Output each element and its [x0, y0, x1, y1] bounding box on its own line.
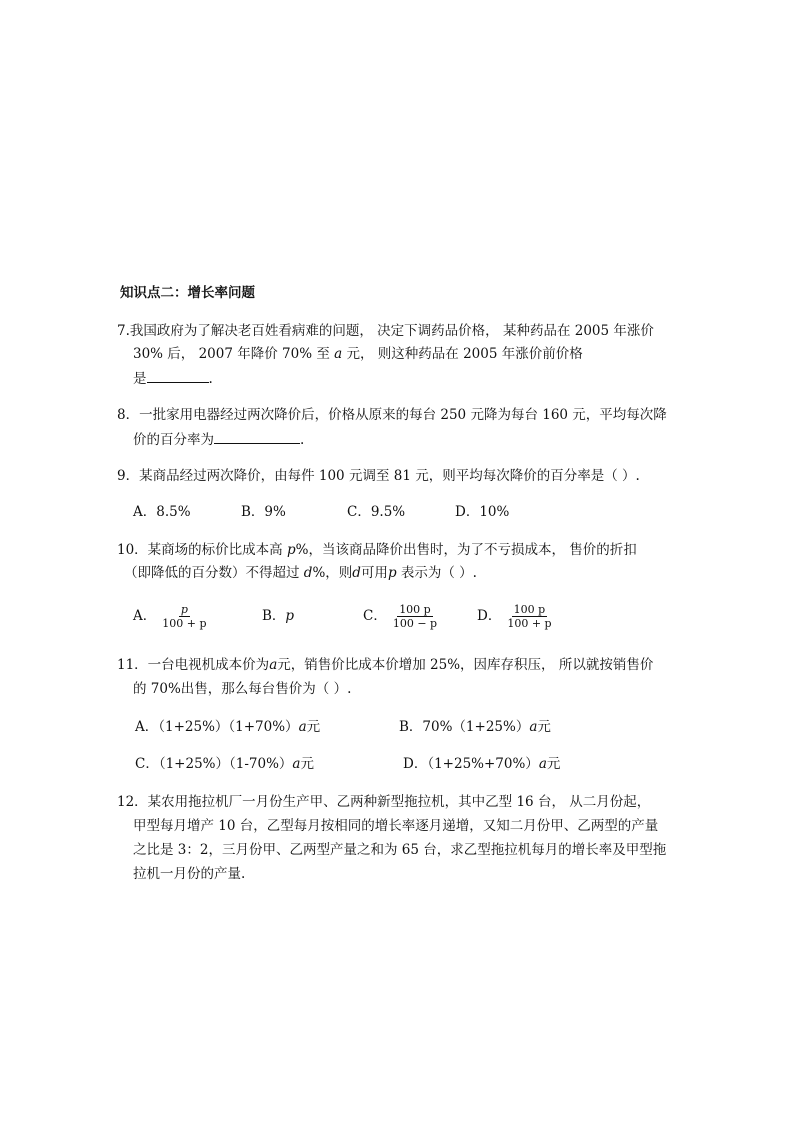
q10-line2-text-d: 表示为（ ）.: [400, 565, 477, 581]
q12-line3: 之比是 3：2，三月份甲、乙两型产量之和为 65 台，求乙型拖拉机每月的增长率及甲型拖: [133, 842, 667, 858]
q10-option-d-label: D．: [477, 608, 502, 624]
q9-option-d[interactable]: D．10%: [455, 504, 510, 520]
q11-line2: 的 70%出售，那么每台售价为（ ）.: [133, 681, 352, 697]
q10-option-b[interactable]: [262, 607, 294, 625]
q7-line3-end: .: [208, 371, 213, 387]
q11-option-a-var: a: [298, 719, 307, 735]
q10-option-a-numerator: p: [180, 603, 188, 616]
q11-option-c[interactable]: [135, 755, 314, 773]
q7-line2-text-b: 元， 则这种药品在 2005 年涨价前价格: [346, 346, 583, 362]
q8-line1: 8．一批家用电器经过两次降价后，价格从原来的每台 250 元降为每台 160 元，平均每次降: [117, 407, 667, 423]
q11-option-d-var: a: [538, 756, 547, 772]
q11-option-d-text: D．（1+25%+70%）: [403, 756, 539, 772]
q11-option-c-var: a: [292, 756, 301, 772]
q10-option-c-denominator: 100 − p: [392, 617, 438, 630]
section-heading: 知识点二：增长率问题: [120, 285, 255, 301]
q11-line1-text-b: 元，销售价比成本价增加 25%，因库存积压， 所以就按销售价: [277, 657, 654, 673]
q10-line2-text-b: %，则: [312, 565, 353, 581]
q7-line3: [133, 368, 213, 388]
q11-option-c-text: C．（1+25%）（1-70%）: [135, 756, 293, 772]
q10-line2-text-c: 可用: [360, 565, 388, 581]
q9-option-a[interactable]: A．8.5%: [133, 504, 191, 520]
q9-option-c[interactable]: C．9.5%: [347, 504, 406, 520]
q10-option-d-fraction: [505, 603, 553, 630]
q10-option-b-label: B．: [262, 608, 286, 624]
q10-line1-text-b: %，当该商品降价出售时，为了不亏损成本， 售价的折扣: [295, 542, 637, 558]
q10-line2: [124, 564, 477, 582]
q8-answer-blank[interactable]: [214, 429, 300, 444]
q8-line2: [133, 429, 304, 449]
q10-line2-text-a: （即降低的百分数）不得超过: [124, 565, 300, 581]
q10-option-a[interactable]: [133, 601, 209, 631]
q11-option-a-unit: 元: [306, 719, 321, 735]
q10-var-d2: d: [352, 565, 361, 581]
q8-line2-text: 价的百分率为: [133, 432, 214, 448]
q7-line2: [133, 345, 583, 363]
q7-line3-text: 是: [133, 371, 147, 387]
q10-option-c-numerator: 100 p: [399, 603, 431, 616]
q10-line1-text-a: 10．某商场的标价比成本高: [117, 542, 283, 558]
q9-stem: 9．某商品经过两次降价，由每件 100 元调至 81 元，则平均每次降价的百分率是（ ）.: [117, 468, 640, 484]
q12-line4: 拉机一月份的产量.: [133, 866, 246, 882]
q11-option-b[interactable]: [399, 718, 551, 736]
q11-option-a[interactable]: [135, 718, 320, 736]
q11-line1-text-a: 11．一台电视机成本价为: [117, 657, 270, 673]
q11-option-d-unit: 元: [546, 756, 561, 772]
q11-option-d[interactable]: [403, 755, 560, 773]
q10-option-c-fraction: [391, 603, 439, 630]
q10-option-a-denominator: 100 + p: [162, 617, 207, 630]
q10-var-p: p: [286, 542, 296, 558]
q11-var-a: a: [269, 657, 278, 673]
q10-option-c[interactable]: [363, 601, 439, 631]
q10-option-d[interactable]: [477, 601, 554, 631]
q10-var-p2: p: [387, 565, 397, 581]
q10-var-d: d: [303, 565, 313, 581]
q8-line2-end: .: [300, 432, 305, 448]
q11-option-b-unit: 元: [537, 719, 551, 735]
q12-line1: 12．某农用拖拉机厂一月份生产甲、乙两种新型拖拉机，其中乙型 16 台， 从二月份起，: [117, 794, 651, 810]
q11-line1: [117, 656, 653, 674]
q10-option-a-fraction: [160, 603, 208, 630]
q11-option-a-text: A．（1+25%）（1+70%）: [135, 719, 299, 735]
q7-line1: 7.我国政府为了解决老百姓看病难的问题， 决定下调药品价格， 某种药品在 2005 年涨价: [117, 323, 654, 339]
q11-option-b-var: a: [529, 719, 538, 735]
q7-answer-blank[interactable]: [147, 368, 209, 383]
q7-line2-text-a: 30% 后， 2007 年降价 70% 至: [133, 346, 330, 362]
q10-option-d-numerator: 100 p: [513, 603, 546, 616]
q12-line2: 甲型每月增产 10 台，乙型每月按相同的增长率逐月递增，又知二月份甲、乙两型的产量: [133, 818, 659, 834]
q11-option-c-unit: 元: [300, 756, 314, 772]
q10-option-a-label: A．: [133, 608, 157, 624]
q10-option-d-denominator: 100 + p: [507, 617, 552, 630]
q10-option-b-value: p: [285, 608, 295, 624]
q7-var-a: a: [334, 346, 343, 362]
q10-option-c-label: C．: [363, 608, 387, 624]
q10-line1: [117, 541, 637, 559]
q11-option-b-text: B．70%（1+25%）: [399, 719, 530, 735]
q9-option-b[interactable]: B．9%: [241, 504, 286, 520]
